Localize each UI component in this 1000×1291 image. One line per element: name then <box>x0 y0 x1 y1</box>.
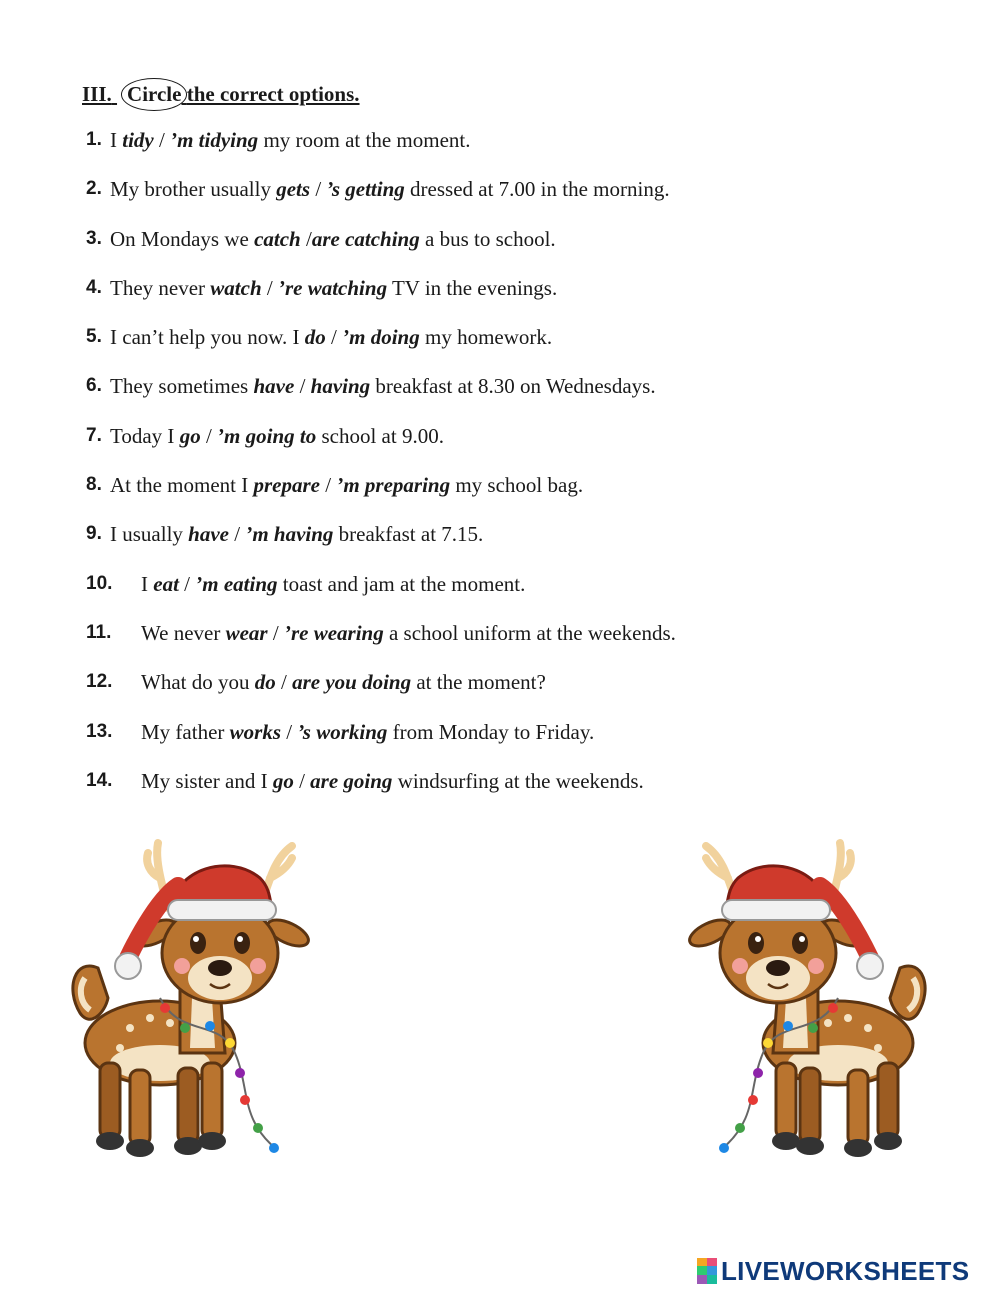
reindeer-right-illustration <box>688 838 938 1168</box>
option-2[interactable]: ’re watching <box>277 275 388 300</box>
item-text-after: my room at the moment. <box>258 128 471 152</box>
option-separator: / <box>261 275 278 300</box>
item-text-after: a school uniform at the weekends. <box>383 620 676 645</box>
item-text-after: school at 9.00. <box>316 423 444 448</box>
option-1[interactable]: have <box>253 374 295 399</box>
option-1[interactable]: gets <box>276 177 311 202</box>
item-text-before: What do you <box>141 670 255 695</box>
item-number: 3. <box>86 227 102 249</box>
item-sentence <box>110 223 556 255</box>
item-text-before: I can’t help you now. I <box>110 325 305 350</box>
heading-circled-word: Circle <box>127 82 182 106</box>
option-1[interactable]: have <box>188 522 229 547</box>
option-separator: / <box>153 128 171 152</box>
logo-text: LIVEWORKSHEETS <box>721 1255 970 1286</box>
item-text-after: breakfast at 8.30 on Wednesdays. <box>370 374 656 399</box>
item-number: 4. <box>86 276 102 298</box>
item-sentence <box>110 173 670 205</box>
item-sentence <box>110 272 557 304</box>
item-text-after: breakfast at 7.15. <box>333 522 484 547</box>
option-separator: / <box>310 177 327 202</box>
option-1[interactable]: tidy <box>122 128 154 152</box>
item-text-after: my homework. <box>419 325 553 350</box>
option-separator: / <box>300 226 312 251</box>
item-text-before: We never <box>141 620 226 645</box>
item-text-before: They sometimes <box>110 374 254 399</box>
option-1[interactable]: prepare <box>253 473 320 498</box>
option-1[interactable]: catch <box>254 226 301 251</box>
option-1[interactable]: do <box>304 325 326 350</box>
option-separator: / <box>294 374 311 399</box>
option-1[interactable]: watch <box>210 275 262 300</box>
item-sentence <box>110 370 656 402</box>
item-text-before: Today I <box>110 423 180 448</box>
option-2[interactable]: ’s working <box>297 719 388 744</box>
item-text-after: dressed at 7.00 in the morning. <box>404 177 670 202</box>
item-number: 1. <box>86 129 102 150</box>
item-number: 11. <box>86 621 112 643</box>
reindeer-icon <box>688 843 925 1157</box>
option-1[interactable]: go <box>179 423 201 448</box>
heading-roman: III. <box>82 82 112 106</box>
item-text-after: toast and jam at the moment. <box>277 571 526 596</box>
option-separator: / <box>228 522 246 547</box>
option-1[interactable]: works <box>229 719 281 744</box>
item-text-before: At the moment I <box>110 473 254 498</box>
item-sentence <box>110 420 444 452</box>
item-sentence <box>110 124 470 156</box>
option-2[interactable]: having <box>310 374 371 399</box>
option-separator: / <box>319 473 337 498</box>
option-2[interactable]: ’m tidying <box>170 128 259 152</box>
option-2[interactable]: ’m having <box>245 522 334 547</box>
item-text-before: My brother usually <box>110 177 277 202</box>
option-separator: / <box>281 719 298 744</box>
item-number: 6. <box>86 375 102 397</box>
item-number: 10. <box>86 572 113 594</box>
item-sentence <box>110 469 583 501</box>
item-text-after: at the moment? <box>411 670 546 695</box>
option-2[interactable]: ’m preparing <box>336 473 451 498</box>
option-separator: / <box>325 325 343 350</box>
option-2[interactable]: are you doing <box>292 670 412 695</box>
item-sentence <box>110 321 552 353</box>
item-text-before: I usually <box>110 522 189 547</box>
option-separator: / <box>267 620 284 645</box>
option-2[interactable]: are going <box>310 768 393 793</box>
option-separator: / <box>275 670 293 695</box>
item-sentence <box>141 617 676 649</box>
item-text-before: On Mondays we <box>110 226 255 251</box>
option-2[interactable]: ’re wearing <box>283 620 384 645</box>
option-2[interactable]: ’s getting <box>326 177 405 202</box>
item-text-after: from Monday to Friday. <box>387 719 595 744</box>
section-heading <box>82 82 360 107</box>
item-text-after: my school bag. <box>450 473 584 498</box>
reindeer-icon <box>73 843 310 1157</box>
heading-rest: the correct options. <box>186 82 360 106</box>
option-2[interactable]: ’m doing <box>342 325 420 350</box>
option-1[interactable]: eat <box>153 571 179 596</box>
option-2[interactable]: ’m going to <box>217 423 317 448</box>
item-sentence <box>141 765 644 797</box>
item-number: 14. <box>86 769 113 791</box>
item-text-after: windsurfing at the weekends. <box>392 768 644 793</box>
item-text-before: I <box>110 128 123 152</box>
item-sentence <box>141 666 546 698</box>
option-1[interactable]: go <box>272 768 294 793</box>
reindeer-left-illustration <box>60 838 310 1168</box>
liveworksheets-badge-icon <box>697 1258 717 1284</box>
option-separator: / <box>178 571 196 596</box>
item-sentence <box>141 716 594 748</box>
item-text-after: TV in the evenings. <box>387 275 558 300</box>
option-1[interactable]: wear <box>225 620 268 645</box>
liveworksheets-logo <box>697 1253 969 1289</box>
option-2[interactable]: are catching <box>311 226 420 251</box>
item-number: 5. <box>86 326 102 348</box>
item-text-after: a bus to school. <box>419 226 556 251</box>
item-text-before: My father <box>141 719 230 744</box>
option-separator: / <box>293 768 311 793</box>
item-number: 8. <box>86 474 102 496</box>
item-number: 7. <box>86 424 102 446</box>
item-text-before: They never <box>110 275 211 300</box>
option-1[interactable]: do <box>254 670 276 695</box>
item-number: 9. <box>86 523 102 545</box>
option-separator: / <box>200 423 218 448</box>
option-2[interactable]: ’m eating <box>195 571 278 596</box>
item-text-before: My sister and I <box>141 768 273 793</box>
item-text-before: I <box>141 571 154 596</box>
item-sentence <box>110 518 483 550</box>
item-number: 12. <box>86 671 113 693</box>
item-number: 2. <box>86 178 102 200</box>
item-number: 13. <box>86 720 113 742</box>
item-sentence <box>141 568 525 600</box>
